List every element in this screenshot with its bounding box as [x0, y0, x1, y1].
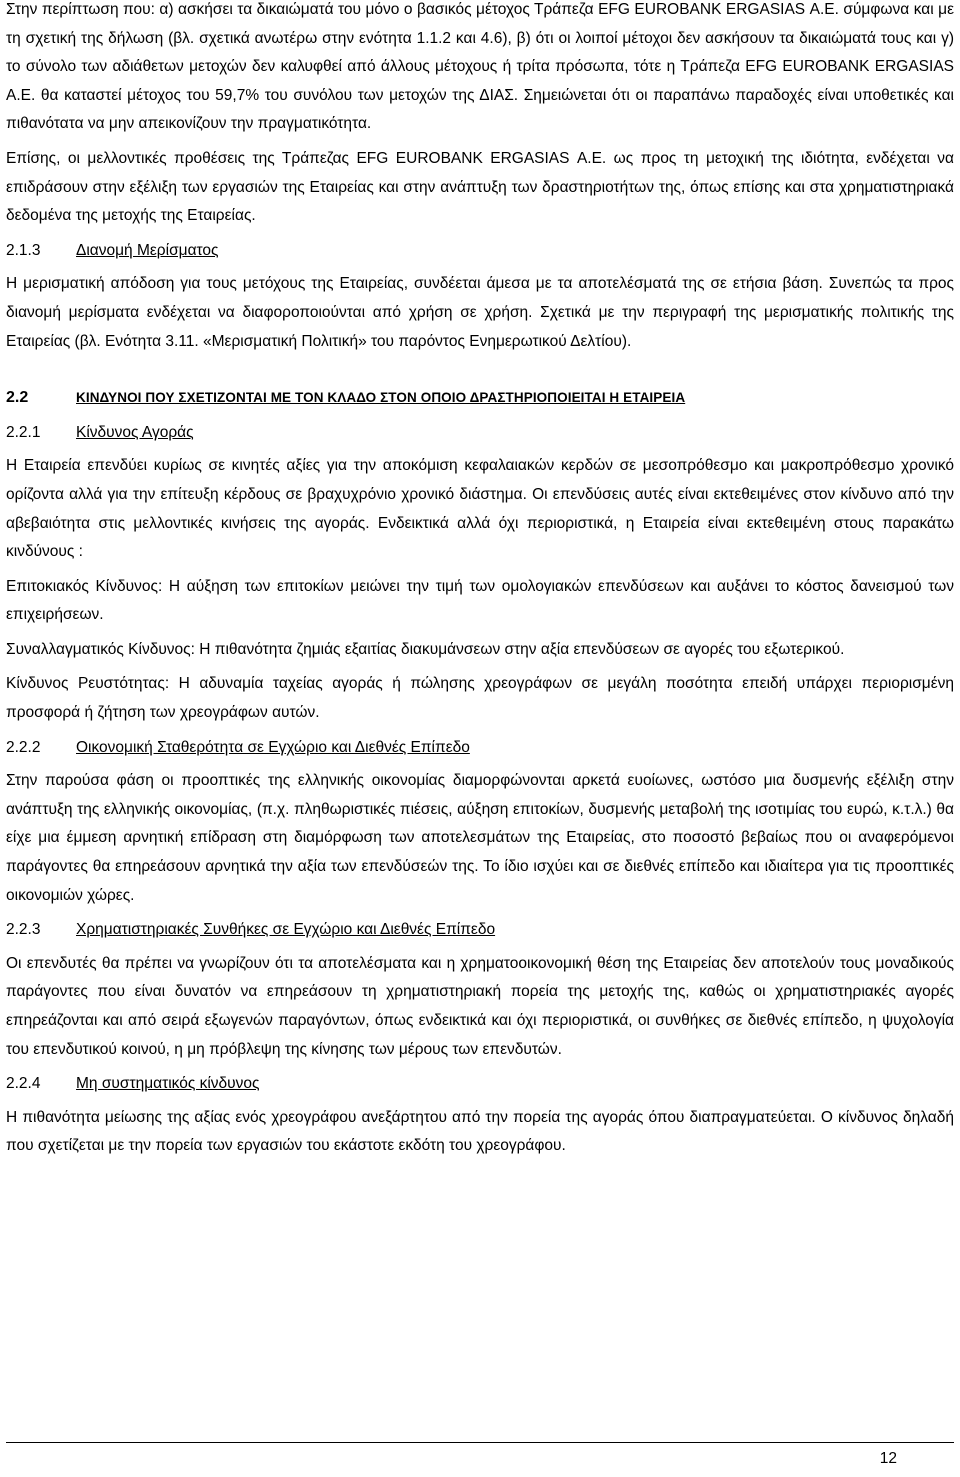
page-number: 12 [879, 1450, 897, 1467]
fx-risk-paragraph: Συναλλαγματικός Κίνδυνος: Η πιθανότητα ζημιάς εξαιτίας διακυμάνσεων στην αξία επενδύσεων σε αγορές του εξωτερικού. [6, 640, 845, 658]
section-title: Οικονομική Σταθερότητα σε Εγχώριο και Διεθνές Επίπεδο [76, 738, 470, 756]
footer-divider [6, 1442, 954, 1443]
intentions-paragraph: Επίσης, οι μελλοντικές προθέσεις της Τράπεζας EFG EUROBANK ERGASIAS Α.Ε. ως προς τη μετοχική της ιδιότητα, ενδέχεται να επιδράσουν στην εξέλιξη των εργασιών της Εταιρείας και στην ανάπτυξη των δραστηριοτήτων της, όπως επίσης και στα χρηματιστηριακά δεδομένα της μετοχής της Εταιρείας. [6, 149, 954, 225]
dividend-paragraph: Η μερισματική απόδοση για τους μετόχους της Εταιρείας, συνδέεται άμεσα με τα αποτελέσματά της σε ετήσια βάση. Συνεπώς τα προς διανομή μερίσματα ενδέχεται να διαφοροποιούνται από χρήση σε χρήση. Σχετικά με την περιγραφή της μερισματικής πολιτικής της Εταιρείας (βλ. Ενότητα 3.11. «Μερισματική Πολιτική» του παρόντος Ενημερωτικού Δελτίου). [6, 275, 954, 350]
section-number: 2.1.3 [6, 241, 41, 259]
section-heading-2-2-2 [6, 734, 954, 763]
major-section-title: ΚΙΝΔΥΝΟΙ ΠΟΥ ΣΧΕΤΙΖΟΝΤΑΙ ΜΕ ΤΟΝ ΚΛΑΔΟ ΣΤΟΝ ΟΠΟΙΟ ΔΡΑΣΤΗΡΙΟΠΟΙΕΙΤΑΙ Η ΕΤΑΙΡΕΙΑ [76, 390, 686, 406]
section-title: Μη συστηματικός κίνδυνος [76, 1075, 260, 1093]
market-risk-paragraph: Η Εταιρεία επενδύει κυρίως σε κινητές αξίες για την αποκόμιση κεφαλαιακών κερδών σε μεσοπρόθεσμο και μακροπρόθεσμο χρονικό ορίζοντα αλλά για την επίτευξη κέρδους σε βραχυχρόνιο χρονικό διάστημα. Οι επενδύσεις αυτές είναι εκτεθειμένες στον κίνδυνο από την αβεβαιότητα στις μελλοντικές κινήσεις της αγοράς. Ενδεικτικά αλλά όχι περιοριστικά, η Εταιρεία είναι εκτεθειμένη στους παρακάτω κινδύνους : [6, 457, 954, 561]
section-title: Κίνδυνος Αγοράς [76, 423, 194, 441]
section-heading-2-1-3 [6, 237, 954, 266]
section-title: Διανομή Μερίσματος [76, 241, 219, 259]
unsystematic-risk-paragraph: Η πιθανότητα μείωσης της αξίας ενός χρεογράφου ανεξάρτητου από την πορεία της αγοράς όπου διαπραγματεύεται. Ο κίνδυνος δηλαδή που σχετίζεται με την πορεία των εργασιών του εκάστοτε εκδότη του χρεογράφου. [6, 1108, 954, 1155]
section-heading-2-2-3 [6, 916, 954, 945]
interest-risk-paragraph: Επιτοκιακός Κίνδυνος: Η αύξηση των επιτοκίων μειώνει την τιμή των ομολογιακών επενδύσεων και αυξάνει το κόστος δανεισμού των επιχειρήσεων. [6, 577, 954, 624]
liquidity-risk-paragraph: Κίνδυνος Ρευστότητας: Η αδυναμία ταχείας αγοράς ή πώλησης χρεογράφων σε μεγάλη ποσότητα επειδή υπάρχει περιορισμένη προσφορά ή ζήτηση των χρεογράφων αυτών. [6, 675, 954, 722]
market-conditions-paragraph: Οι επενδυτές θα πρέπει να γνωρίζουν ότι τα αποτελέσματα και η χρηματοοικονομική θέση της Εταιρείας δεν αποτελούν τους μοναδικούς παράγοντες που είναι δυνατόν να επηρεάσουν τη χρηματιστηριακή πορεία της μετοχής της, καθώς οι χρηματιστηριακές αγορές επηρεάζονται και από σειρά εξωγενών παραγόντων, όπως ενδεικτικά και όχι περιοριστικά, οι συνθήκες σε διεθνές επίπεδο, η ψυχολογία του επενδυτικού κοινού, η μη πρόβλεψη της κίνησης των μέρους των επενδυτών. [6, 954, 954, 1058]
section-number: 2.2.4 [6, 1075, 41, 1093]
section-number: 2.2.1 [6, 423, 41, 441]
major-heading-2-2 [6, 384, 954, 413]
section-number: 2.2.3 [6, 921, 41, 939]
section-title: Χρηματιστηριακές Συνθήκες σε Εγχώριο και Διεθνές Επίπεδο [76, 921, 496, 939]
intro-paragraph: Στην περίπτωση που: α) ασκήσει τα δικαιώματά του μόνο ο βασικός μέτοχος Τράπεζα EFG EUROBANK ERGASIAS Α.Ε. σύμφωνα και με τη σχετική της δήλωση (βλ. σχετικά ανωτέρω στην ενότητα 1.1.2 και 4.6), β) ότι οι λοιποί μέτοχοι δεν ασκήσουν τα δικαιώματά τους και γ) το σύνολο των αδιάθετων μετοχών δεν καλυφθεί από άλλους μέτοχους ή τρίτα πρόσωπα, τότε η Τράπεζα EFG EUROBANK ERGASIAS Α.Ε. θα καταστεί μέτοχος του 59,7% του συνόλου των μετοχών της ΔΙΑΣ. Σημειώνεται ότι οι παραπάνω παραδοχές είναι υποθετικές και πιθανότατα να μην απεικονίζουν την πραγματικότητα. [6, 1, 954, 133]
section-number: 2.2.2 [6, 738, 41, 756]
economic-stability-paragraph: Στην παρούσα φάση οι προοπτικές της ελληνικής οικονομίας διαμορφώνονται αρκετά ευοίωνες, ωστόσο μια δυσμενής εξέλιξη στην ανάπτυξη της ελληνικής οικονομίας, (π.χ. πληθωριστικές πιέσεις, αύξηση επιτοκίων, δυσμενής μεταβολή της ισοτιμίας του ευρώ, κ.τ.λ.) θα είχε μια έμμεση αρνητική επίδραση στη διαμόρφωση των αποτελεσμάτων της Εταιρείας, στο ποσοστό βεβαίως που οι αναφερόμενοι παράγοντες θα επηρεάσουν αρνητικά την αξία των επενδύσεών της. Το ίδιο ισχύει και σε διεθνές επίπεδο και ιδιαίτερα για τις προοπτικές οικονομιών χώρες. [6, 772, 954, 904]
major-section-number: 2.2 [6, 389, 29, 407]
section-heading-2-2-4 [6, 1070, 954, 1099]
section-heading-2-2-1 [6, 419, 954, 448]
